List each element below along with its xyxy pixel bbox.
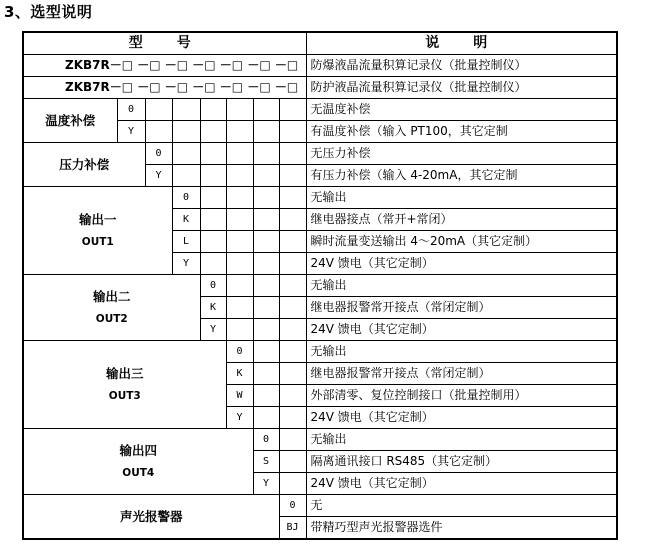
option-row: [23, 495, 617, 517]
empty-cell: [172, 165, 200, 187]
option-code: Y: [253, 473, 279, 495]
empty-cell: [253, 407, 279, 429]
option-code: K: [200, 297, 226, 319]
option-row: [23, 275, 617, 297]
empty-cell: [226, 165, 253, 187]
empty-cell: [279, 407, 306, 429]
option-description: 继电器报警常开接点（常闭定制）: [306, 363, 617, 385]
option-code: 0: [117, 99, 145, 121]
model-description: 防护液晶流量积算记录仪（批量控制仪）: [306, 77, 617, 99]
group-label: [23, 187, 172, 275]
empty-cell: [253, 297, 279, 319]
option-description: 无输出: [306, 275, 617, 297]
empty-cell: [172, 121, 200, 143]
option-description: 有温度补偿（输入 PT100，其它定制: [306, 121, 617, 143]
option-code: L: [172, 231, 200, 253]
empty-cell: [253, 275, 279, 297]
option-code: Y: [172, 253, 200, 275]
option-code: Y: [200, 319, 226, 341]
option-description: 24V 馈电（其它定制）: [306, 253, 617, 275]
option-code: Y: [145, 165, 172, 187]
group-label-text: 输出四: [119, 442, 157, 458]
option-description: 无压力补偿: [306, 143, 617, 165]
option-description: 有压力补偿（输入 4-20mA，其它定制: [306, 165, 617, 187]
empty-cell: [279, 275, 306, 297]
option-row: [23, 187, 617, 209]
group-label-text: 输出二: [92, 288, 131, 304]
empty-cell: [226, 209, 253, 231]
empty-cell: [226, 187, 253, 209]
empty-cell: [172, 143, 200, 165]
group-label-sub: OUT1: [81, 235, 114, 248]
empty-cell: [226, 143, 253, 165]
empty-cell: [253, 209, 279, 231]
option-code: K: [172, 209, 200, 231]
empty-cell: [200, 253, 226, 275]
option-code: K: [226, 363, 253, 385]
option-code: 0: [279, 495, 306, 517]
empty-cell: [279, 187, 306, 209]
option-description: 24V 馈电（其它定制）: [306, 407, 617, 429]
empty-cell: [226, 121, 253, 143]
empty-cell: [279, 473, 306, 495]
empty-cell: [253, 187, 279, 209]
empty-cell: [279, 363, 306, 385]
option-code: 0: [253, 429, 279, 451]
option-code: 0: [172, 187, 200, 209]
group-label-text: 输出三: [105, 365, 144, 381]
group-label-text: 输出一: [78, 211, 117, 227]
option-description: 无温度补偿: [306, 99, 617, 121]
empty-cell: [253, 143, 279, 165]
option-description: 无输出: [306, 429, 617, 451]
option-row: [23, 99, 617, 121]
empty-cell: [200, 231, 226, 253]
empty-cell: [226, 319, 253, 341]
empty-cell: [279, 297, 306, 319]
group-label-sub: OUT2: [95, 312, 128, 325]
empty-cell: [145, 99, 172, 121]
section-title: 3、选型说明: [4, 3, 93, 21]
empty-cell: [253, 99, 279, 121]
empty-cell: [253, 165, 279, 187]
group-label: [23, 99, 117, 143]
group-label: [23, 275, 200, 341]
option-code: 0: [200, 275, 226, 297]
empty-cell: [200, 121, 226, 143]
selection-table: [22, 31, 618, 540]
option-description: 无输出: [306, 187, 617, 209]
empty-cell: [200, 187, 226, 209]
empty-cell: [279, 231, 306, 253]
option-row: [23, 341, 617, 363]
empty-cell: [279, 429, 306, 451]
empty-cell: [279, 385, 306, 407]
empty-cell: [172, 99, 200, 121]
empty-cell: [253, 253, 279, 275]
empty-cell: [253, 363, 279, 385]
empty-cell: [226, 253, 253, 275]
empty-cell: [253, 319, 279, 341]
model-code: ZKB7R－□ －□ －□ －□ －□ －□ －□: [23, 77, 306, 99]
option-code: Y: [226, 407, 253, 429]
empty-cell: [279, 319, 306, 341]
option-description: 带精巧型声光报警器选件: [306, 517, 617, 540]
option-description: 继电器报警常开接点（常闭定制）: [306, 297, 617, 319]
option-code: S: [253, 451, 279, 473]
empty-cell: [226, 99, 253, 121]
option-description: 瞬时流量变送输出 4～20mA（其它定制）: [306, 231, 617, 253]
option-description: 24V 馈电（其它定制）: [306, 319, 617, 341]
empty-cell: [279, 165, 306, 187]
model-code: ZKB7R－□ －□ －□ －□ －□ －□ －□: [23, 55, 306, 77]
option-description: 无输出: [306, 341, 617, 363]
empty-cell: [200, 143, 226, 165]
empty-cell: [253, 121, 279, 143]
group-label-sub: OUT3: [108, 389, 141, 402]
group-label-text: 温度补偿: [45, 112, 96, 128]
group-label-sub: OUT4: [122, 466, 155, 479]
group-label-text: 压力补偿: [59, 156, 110, 172]
empty-cell: [253, 341, 279, 363]
option-code: Y: [117, 121, 145, 143]
empty-cell: [226, 275, 253, 297]
empty-cell: [279, 253, 306, 275]
group-label: [23, 143, 145, 187]
option-description: 隔离通讯接口 RS485（其它定制）: [306, 451, 617, 473]
empty-cell: [253, 231, 279, 253]
empty-cell: [145, 121, 172, 143]
option-row: [23, 429, 617, 451]
empty-cell: [200, 99, 226, 121]
empty-cell: [279, 99, 306, 121]
empty-cell: [279, 121, 306, 143]
empty-cell: [253, 385, 279, 407]
empty-cell: [279, 143, 306, 165]
option-description: 24V 馈电（其它定制）: [306, 473, 617, 495]
empty-cell: [279, 451, 306, 473]
empty-cell: [279, 341, 306, 363]
empty-cell: [226, 297, 253, 319]
empty-cell: [226, 231, 253, 253]
group-label-text: 声光报警器: [119, 508, 183, 524]
empty-cell: [279, 209, 306, 231]
option-description: 外部清零、复位控制接口（批量控制用）: [306, 385, 617, 407]
group-label: [23, 341, 226, 429]
option-description: 继电器接点（常开+常闭）: [306, 209, 617, 231]
description-header: 说 明: [306, 32, 617, 55]
group-label: [23, 429, 253, 495]
group-label: [23, 495, 279, 540]
model-header: 型 号: [23, 32, 306, 55]
option-description: 无: [306, 495, 617, 517]
option-code: W: [226, 385, 253, 407]
option-row: [23, 143, 617, 165]
option-code: BJ: [279, 517, 306, 540]
option-code: 0: [145, 143, 172, 165]
empty-cell: [200, 209, 226, 231]
model-description: 防爆液晶流量积算记录仪（批量控制仪）: [306, 55, 617, 77]
empty-cell: [200, 165, 226, 187]
option-code: 0: [226, 341, 253, 363]
